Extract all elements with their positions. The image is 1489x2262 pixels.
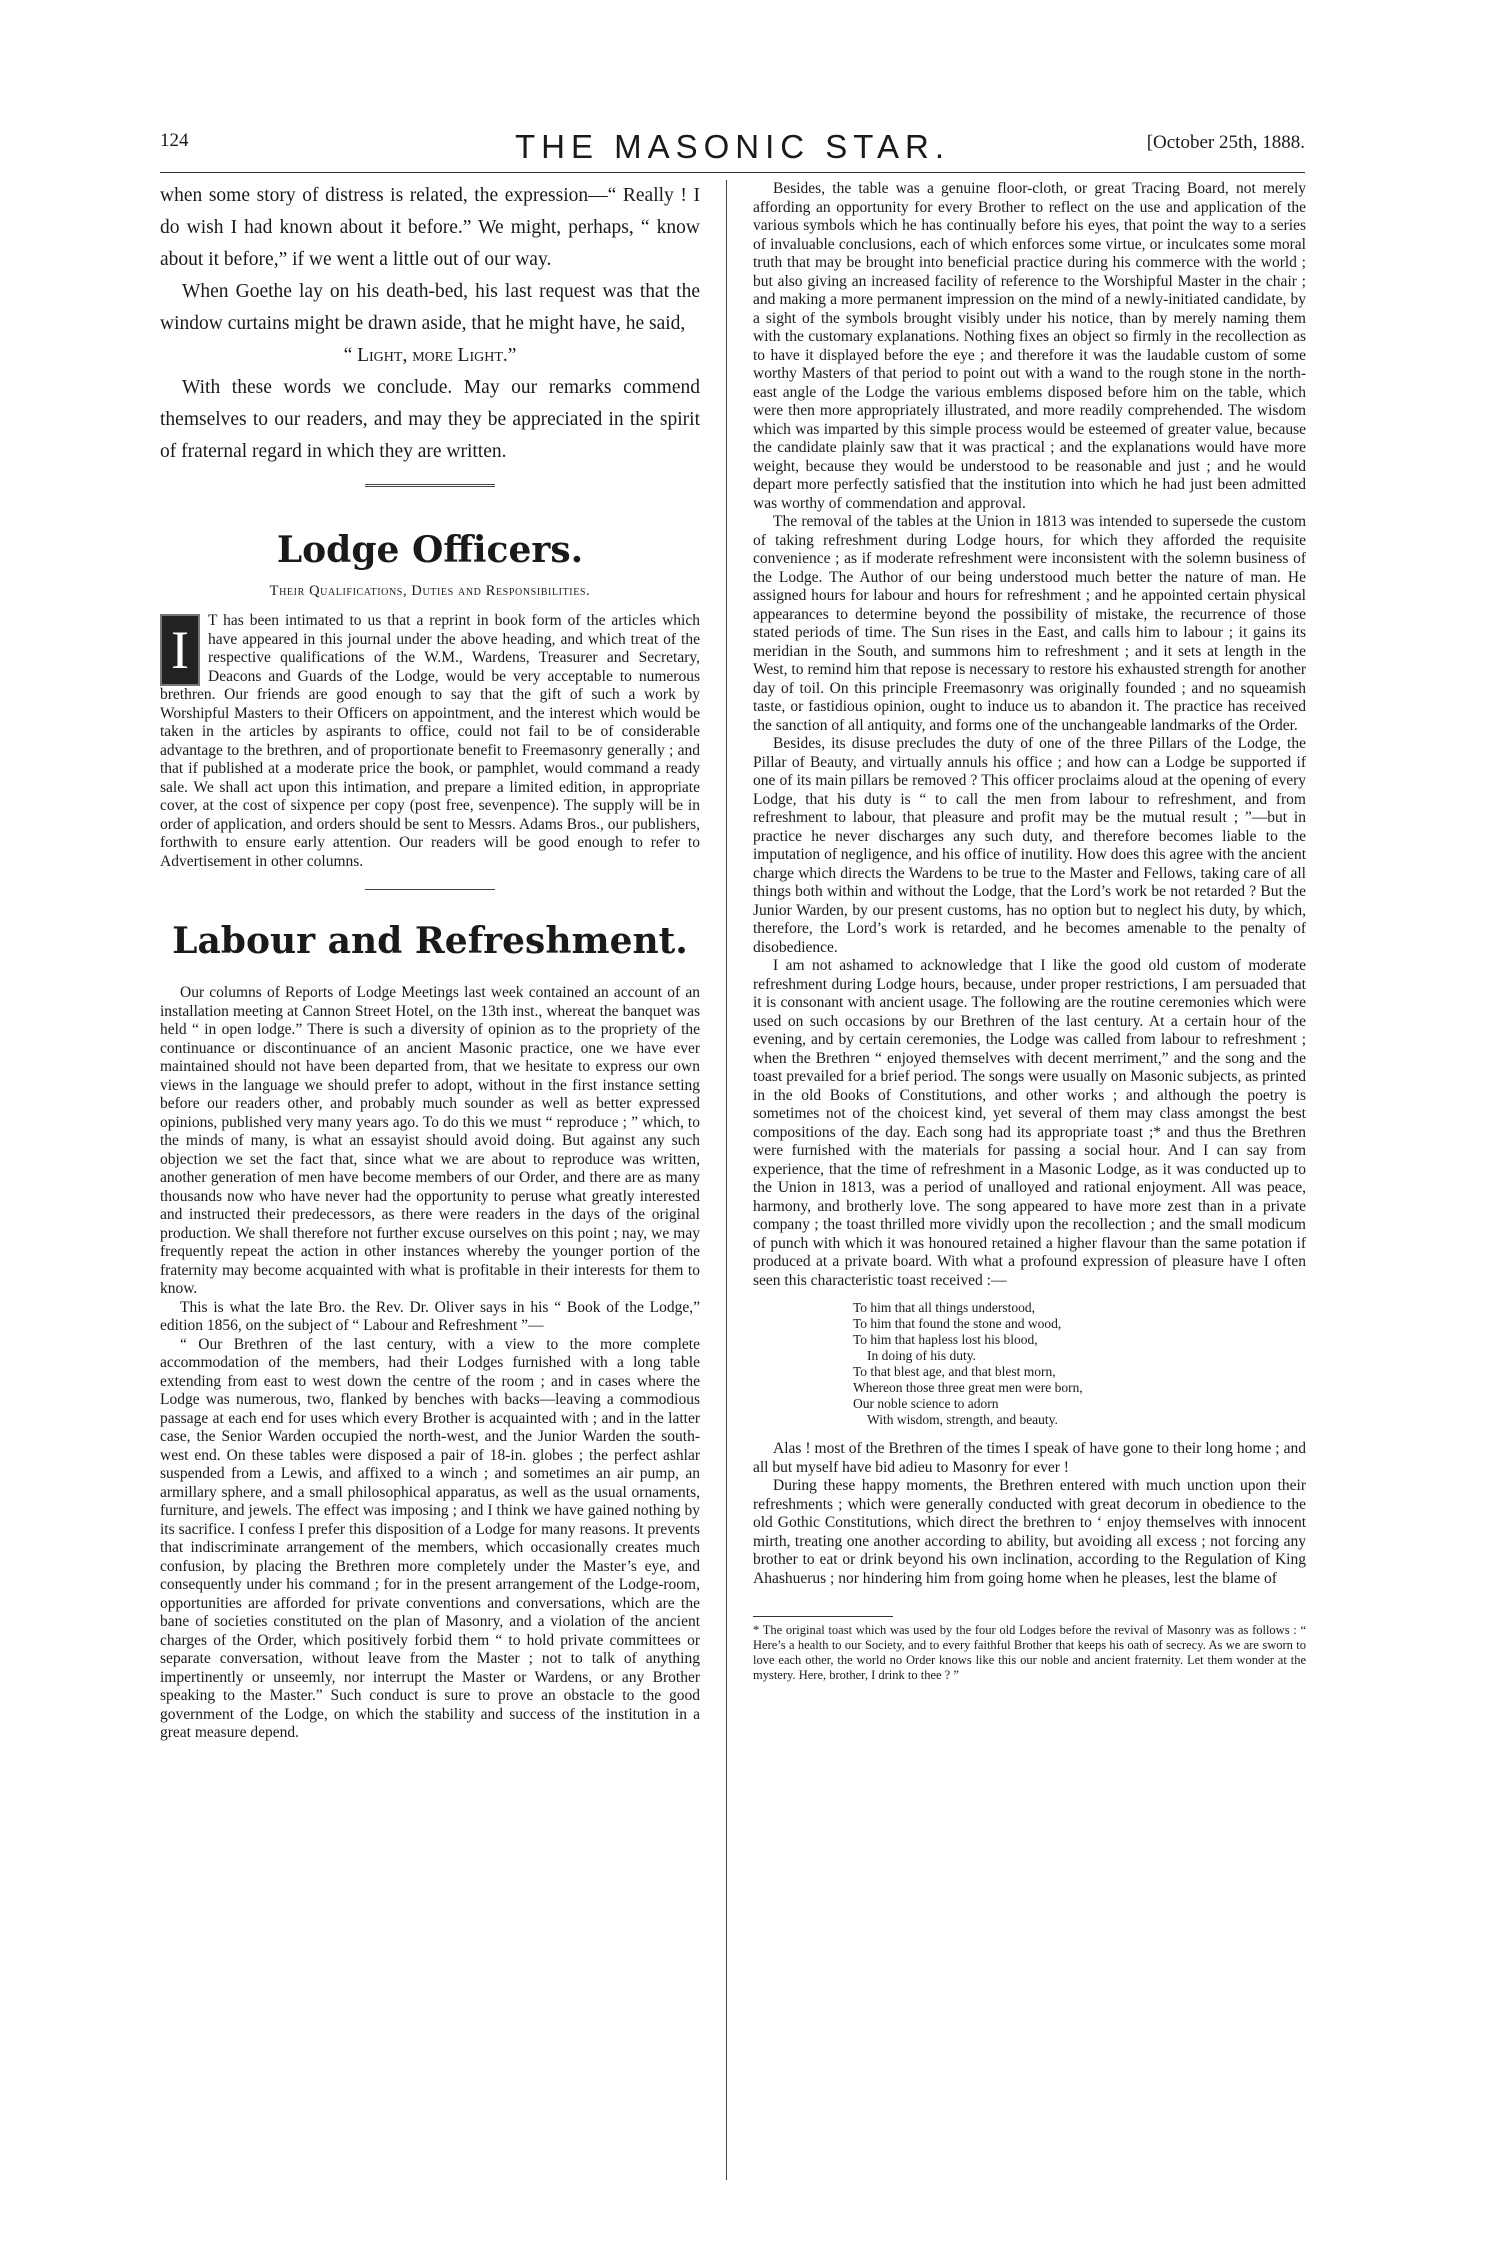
labour-paragraph-1: Our columns of Reports of Lodge Meetings last week contained an account of an installation meeting at Cannon Street Hotel, on the 13th inst., whereat the banquet was held “ in open lodge.” There is such a diversity of opinion as to the propriety of the continuance or discontinuance of an ancient Masonic practice, one we have ever maintained should not have been departed from, that we hesitate to express our own views in the language we should prefer to adopt, without in the first instance setting before our readers other, and probably much sounder as well as better expressed opinions, published very many years ago. To do this we must “ reproduce ; ” which, to the minds of many, is what an essayist should avoid doing. But against any such objection we set the fact that, since what we are about to reproduce was written, another generation of men have become members of our Order, and there are as many thousands now who have never had the opportunity to peruse what greatly interested and instructed their predecessors, as there were readers in the days of the original production. We shall therefore not further excuse ourselves on this point ; nay, we may frequently repeat the action in other instances whereby the younger portion of the fraternity may become acquainted with what is profitable in their interests for them to know. [160, 984, 700, 1297]
right-column [753, 180, 1306, 1683]
verse-line: Whereon those three great men were born, [853, 1380, 1083, 1395]
labour-paragraph-2: This is what the late Bro. the Rev. Dr. Oliver says in his “ Book of the Lodge,” edition 1856, on the subject of “ Labour and Refreshment ”— [160, 1298, 700, 1334]
section-rule [365, 484, 495, 489]
labour-paragraph-3: “ Our Brethren of the last century, with a view to the more complete accommodation of the members, had their Lodges furnished with a long table extending from east to west down the centre of the room ; and in cases where the Lodge was numerous, two, flanked by benches with backs—leaving a commodious passage at each end for uses which every Brother is acquainted with ; and in the latter case, the Senior Warden occupied the north-west, and the Junior Warden the south-west end. On these tables were disposed a pair of 18-in. globes ; the perfect ashlar suspended from a Lewis, and affixed to a winch ; and sometimes an air pump, an armillary sphere, and a small philosophical apparatus, as well as the usual ornaments, furniture, and jewels. The effect was imposing ; and I think we have gained nothing by its sacrifice. I confess I prefer this disposition of a Lodge for many reasons. It prevents that indiscriminate arrangement of the members, which occasionally creates much confusion, by placing the Brethren more completely under the Master’s eye, and consequently under his command ; for in the present arrangement of the Lodge-room, opportunities are afforded for private conventions and conversations, which are the bane of societies constituted on the plan of Masonry, and a violation of the ancient charges of the Order, which positively forbid them “ to hold private committees or separate conversation, without leave from the Master ; not to talk of anything impertinently or unseemly, nor interrupt the Master or Wardens, or any Brother speaking to the Master.” Such conduct is sure to prove an obstacle to the good government of the Lodge, on which the stability and success of the institution in a great measure depend. [160, 1335, 700, 1741]
page-number: 124 [160, 130, 189, 151]
labour-refreshment-heading: Labour and Refreshment. [172, 920, 688, 962]
issue-date: [October 25th, 1888. [1146, 132, 1305, 153]
right-paragraph-4: I am not ashamed to acknowledge that I like the good old custom of moderate refreshment during Lodge hours, because, under proper restrictions, I am persuaded that it is consonant with ancient usage. The following are the routine ceremonies which were used on such occasions by our Brethren of the last century. At a certain hour of the evening, and by certain ceremonies, the Lodge was called from labour to refreshment ; when the Brethren “ enjoyed themselves with decent merriment,” and the song and the toast prevailed for a brief period. The songs were usually on Masonic subjects, as printed in the old Books of Constitutions, and other works ; and although the poetry is sometimes not of the choicest kind, yet several of them may class amongst the best compositions of the day. Each song had its appropriate toast ;* and thus the Brethren were furnished with the materials for passing a social hour. And I can say from experience, that the time of refreshment in a Masonic Lodge, as it was conducted up to the Union in 1813, was a period of unalloyed and rational enjoyment. All was peace, harmony, and brotherly love. The song appeared to have more zest than in a private company ; the toast thrilled more vividly upon the recollection ; and the small modicum of punch with which it was honoured retained a higher flavour than the same potation if produced at a private board. With what a profound expression of pleasure have I often seen this characteristic toast received :— [753, 957, 1306, 1289]
verse-line: To him that found the stone and wood, [853, 1316, 1062, 1331]
verse-line: In doing of his duty. [867, 1348, 976, 1363]
intro-quote: “ Light, more Light.” [343, 345, 517, 366]
footnote: * The original toast which was used by the four old Lodges before the revival of Masonry was as follows : “ Here’s a health to our Society, and to every faithful Brother that keeps his oath of secrecy. As we are sworn to love each other, the world no Order knows like this our noble and ancient fraternity. Let them wonder at the mystery. Here, brother, I drink to thee ? ” [753, 1623, 1306, 1682]
verse-line: With wisdom, strength, and beauty. [867, 1412, 1058, 1427]
labour-refreshment-article [160, 984, 700, 1743]
toast-verse [853, 1300, 1306, 1428]
masthead-title: THE MASONIC STAR. [514, 128, 951, 165]
drop-cap: I [160, 614, 200, 686]
right-paragraph-3: Besides, its disuse precludes the duty of one of the three Pillars of the Lodge, the Pillar of Beauty, and virtually annuls his office ; and how can a Lodge be supported if one of its main pillars be removed ? This officer proclaims aloud at the opening of every Lodge, that his duty is “ to call the men from labour to refreshment, and from refreshment to labour, that pleasure and profit may be the mutual result ; ”—but in practice he never discharges any such duty, and therefore becomes liable to the imputation of negligence, and his office of inutility. How does this agree with the ancient charge which directs the Wardens to be true to the Master and Fellows, taking care of all things both within and without the Lodge, that the Lord’s work be not retarded ? But the Junior Warden, by our present customs, has no option but to neglect his duty, by which, therefore, the Lord’s work is retarded, and he becomes amenable to the penalty of disobedience. [753, 735, 1306, 956]
verse-line: Our noble science to adorn [853, 1396, 999, 1411]
right-paragraph-6: During these happy moments, the Brethren entered with much unction upon their refreshments ; which were generally conducted with great decorum in obedience to the old Gothic Constitutions, which direct the brethren to ‘ enjoy themselves with innocent mirth, treating one another according to ability, but avoiding all excess ; not forcing any brother to eat or drink beyond his own inclination, according to the Regulation of King Ahashuerus ; nor hindering him from going home when he pleases, lest the blame of [753, 1477, 1306, 1587]
intro-paragraph-2: When Goethe lay on his death-bed, his last request was that the window curtains might be drawn aside, that he might have, he said, [160, 281, 700, 334]
column-divider [726, 180, 727, 2180]
verse-line: To him that all things understood, [853, 1300, 1036, 1315]
lodge-officers-paragraph: T has been intimated to us that a reprint in book form of the articles which have appeared in this journal under the above heading, and which treat of the respective qualifications of the W.M., Wardens, Treasurer and Secretary, Deacons and Guards of the Lodge, would be very acceptable to numerous brethren. Our friends are good enough to say that the gift of such a work by Worshipful Masters to their Officers on appointment, and the interest which would be taken in the articles by aspirants to office, could not fail to be of considerable advantage to the brethren, and of proportionate benefit to Freemasonry generally ; and that if published at a moderate price the book, or pamphlet, would command a ready sale. We shall act upon this intimation, and prepare a limited edition, in appropriate cover, at the cost of sixpence per copy (post free, sevenpence). The supply will be in order of application, and orders should be sent to Messrs. Adams Bros., our publishers, forthwith to ensure early attention. Our readers will be good enough to refer to Advertisement in other columns. [160, 612, 700, 870]
left-column [160, 180, 700, 1743]
right-paragraph-1: Besides, the table was a genuine floor-cloth, or great Tracing Board, not merely affording an opportunity for every Brother to reflect on the use and application of the various symbols which he has continually before his eyes, that point the way to a series of invaluable conclusions, each of which enforces some virtue, or inculcates some moral truth that may be brought into beneficial practice during his commerce with the world ; but also giving an increased facility of reference to the Worshipful Master in the chair ; and making a more permanent impression on the mind of a newly-initiated candidate, by a sight of the symbols brought visibly under his notice, than by merely naming them with the customary explanations. Nothing fixes an object so firmly in the recollection as to have it displayed before the eye ; and therefore it was the laudable custom of some worthy Masters of that period to point out with a wand to the rough stone in the north-east angle of the Lodge the various emblems disposed before him on the table, which were then more appropriately illustrated, and more readily comprehended. The wisdom which was imparted by this simple process would be esteemed of greater value, because the candidate plainly saw that it was practical ; and the explanations would have more weight, because they would be understood to be reasonable and just ; and he would depart more perfectly satisfied that the institution into which he had just been admitted was worthy of commendation and approval. [753, 180, 1306, 512]
section-rule [365, 889, 495, 890]
footnote-rule [753, 1616, 893, 1617]
lodge-officers-article [160, 612, 700, 871]
header-rule [160, 172, 1305, 173]
right-paragraph-5: Alas ! most of the Brethren of the times I speak of have gone to their long home ; and all but myself have bid adieu to Masonry for ever ! [753, 1440, 1306, 1476]
verse-line: To him that hapless lost his blood, [853, 1332, 1038, 1347]
verse-line: To that blest age, and that blest morn, [853, 1364, 1056, 1379]
intro-paragraph-3: With these words we conclude. May our remarks commend themselves to our readers, and may they be appreciated in the spirit of fraternal regard in which they are written. [160, 377, 700, 462]
right-paragraph-2: The removal of the tables at the Union in 1813 was intended to supersede the custom of taking refreshment during Lodge hours, for which they afforded the requisite convenience ; as if moderate refreshment were inconsistent with the solemn business of the Lodge. The Author of our being understood much better the nature of man. He assigned hours for labour and hours for refreshment ; and he appointed certain physical appearances to determine beyond the possibility of mistake, the recurrence of those stated periods of time. The Sun rises in the East, and calls him to labour ; it gains its meridian in the South, and summons him to refreshment ; and it sets at length in the West, to remind him that repose is necessary to restore his exhausted strength for another day of toil. On this principle Freemasonry was originally founded ; and no squeamish taste, or fastidious opinion, ought to induce us to abandon it. The practice has received the sanction of all antiquity, and forms one of the unchangeable landmarks of the Order. [753, 513, 1306, 734]
page-header [160, 128, 1305, 164]
intro-paragraph-1: when some story of distress is related, the expression—“ Really ! I do wish I had known about it before.” We might, perhaps, “ know about it before,” if we went a little out of our way. [160, 185, 700, 270]
lodge-officers-subheading: Their Qualifications, Duties and Responsibilities. [269, 583, 591, 599]
lodge-officers-heading: Lodge Officers. [276, 529, 584, 571]
